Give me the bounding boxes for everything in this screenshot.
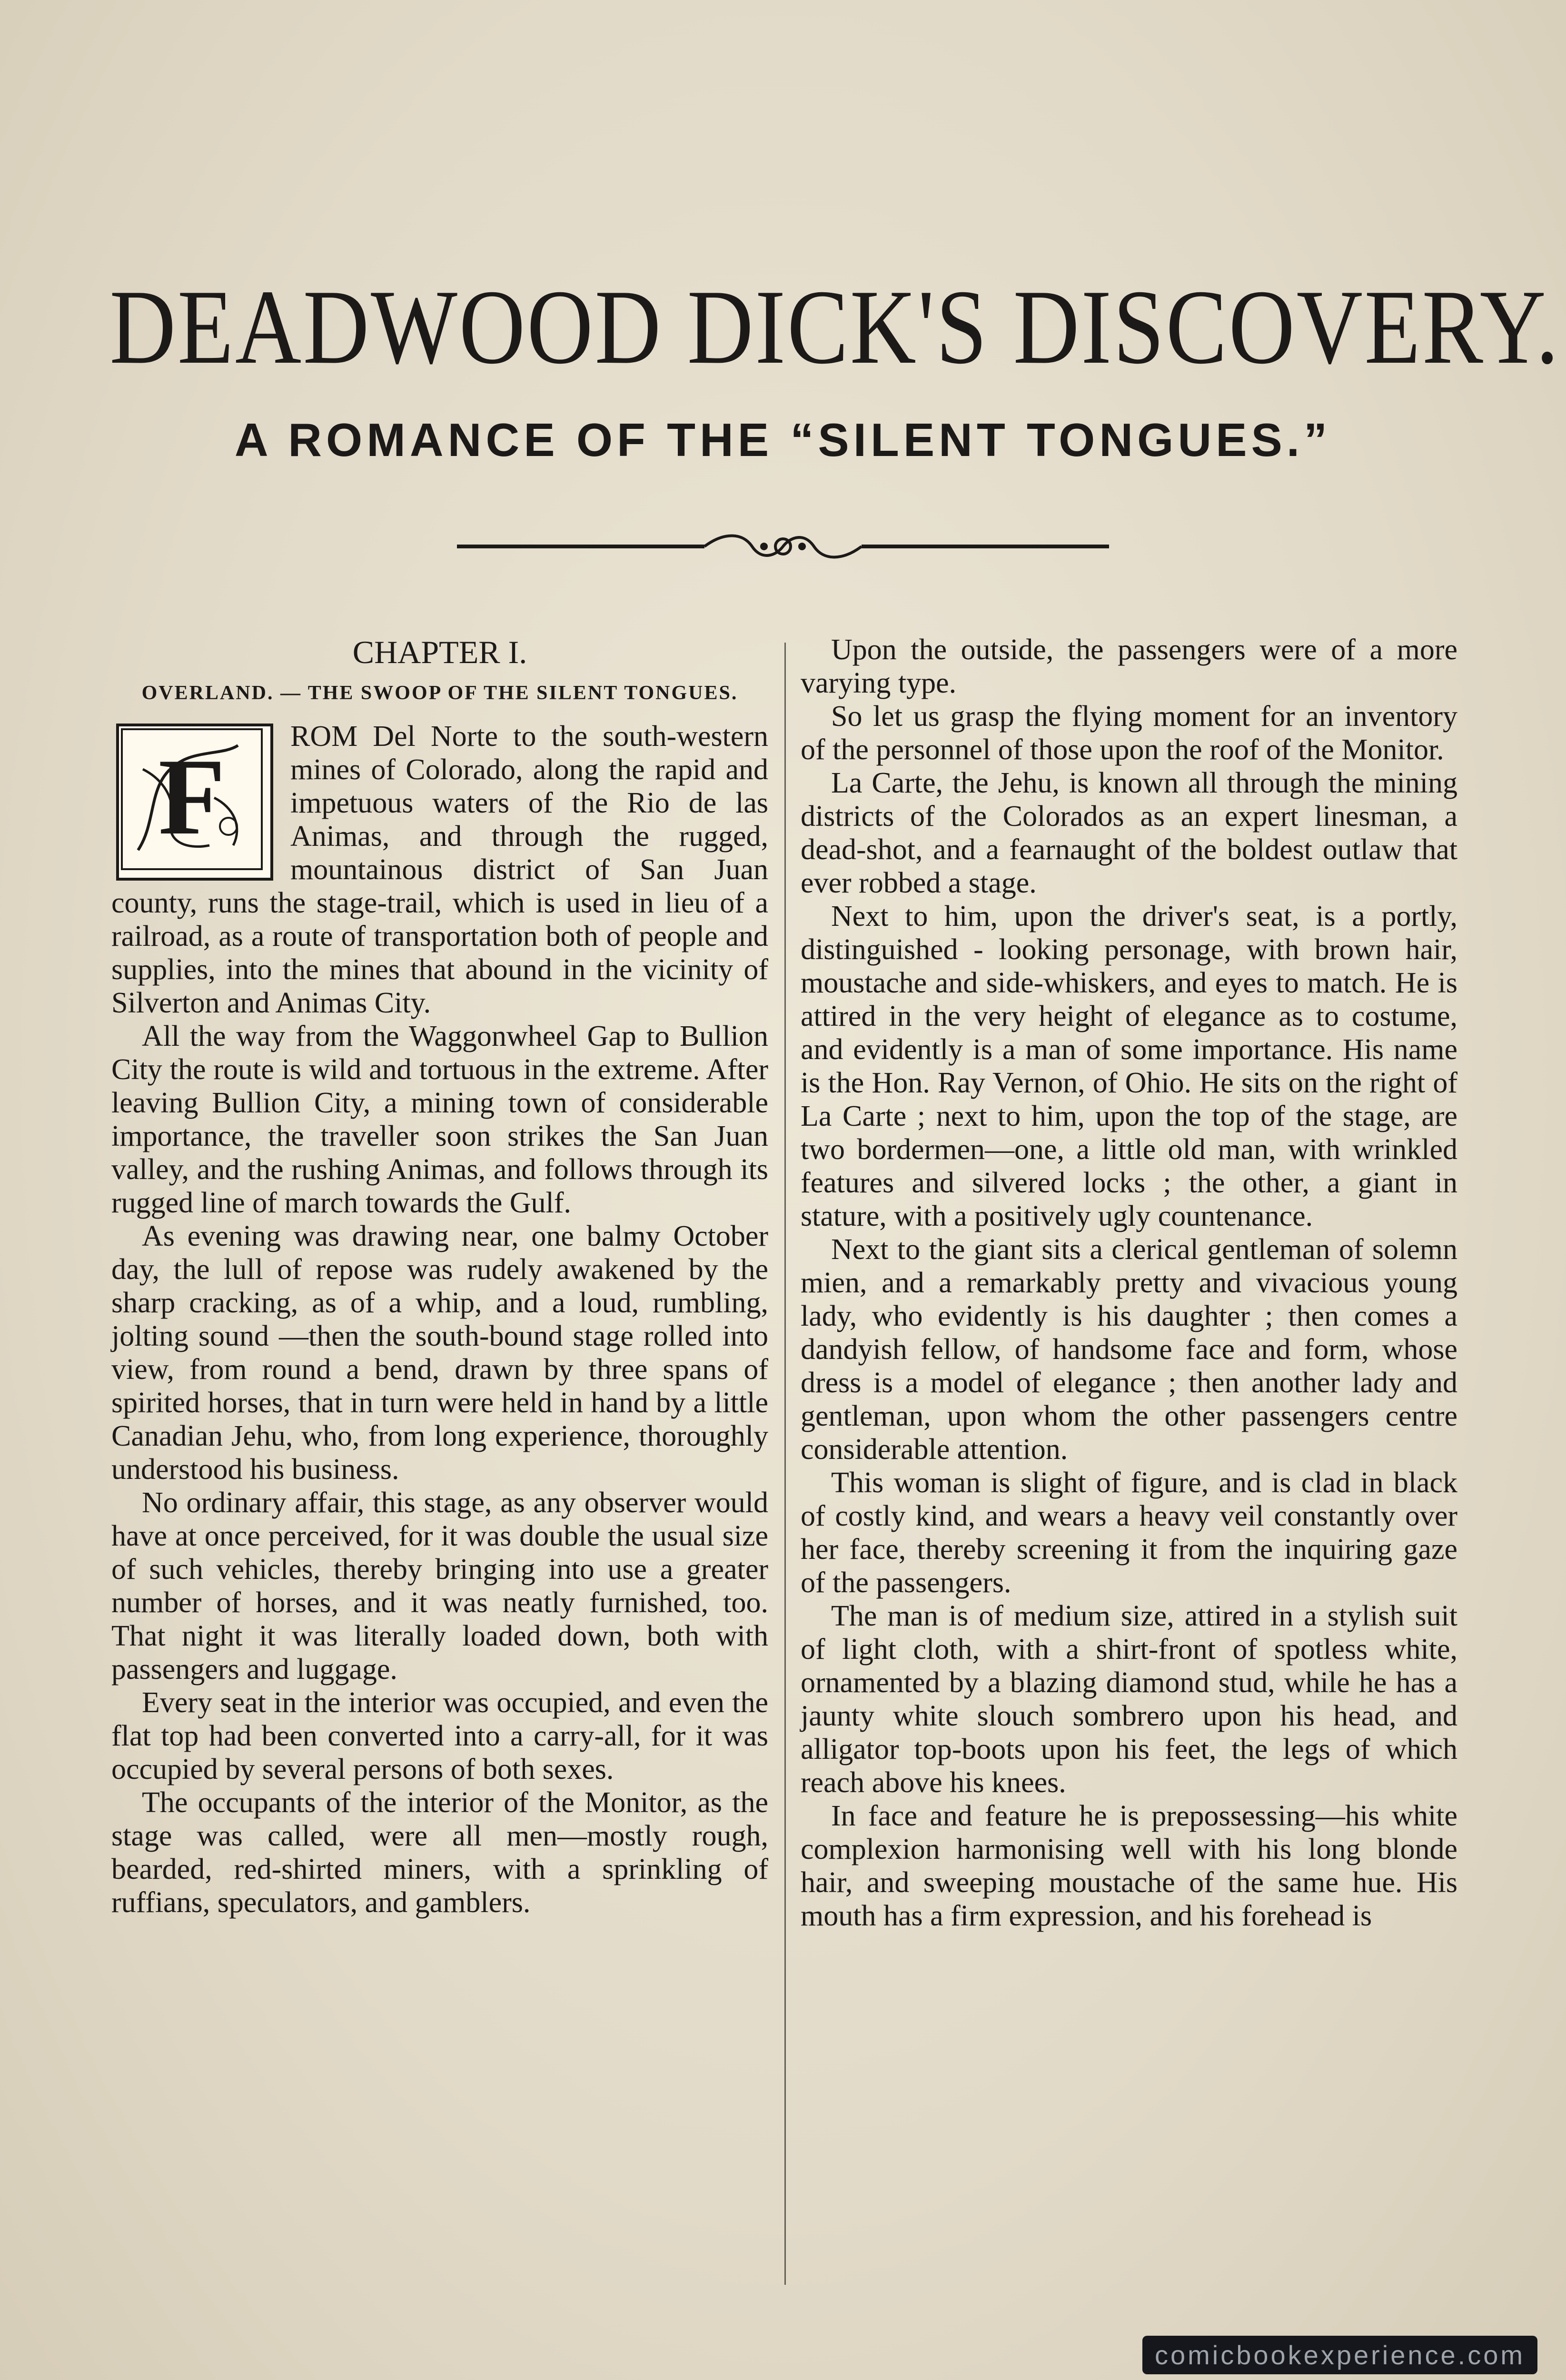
- chapter-heading: CHAPTER I.: [352, 634, 527, 670]
- paragraph: The occupants of the interior of the Monitor, as the stage was called, were all men—mostly rough, bearded, red-shirted miners, with a sprinkling of ruffians, speculators, and gamblers.: [111, 1786, 768, 1919]
- paragraph: Next to him, upon the driver's seat, is a portly, distinguished - looking personage, with brown hair, moustache and side-whiskers, and eyes to match. He is attired in the very height of elegance as to costume, and evidently is a man of some importance. His name is the Hon. Ray Vernon, of Ohio. He sits on the right of La Carte ; next to him, upon the top of the stage, are two bordermen—one, a little old man, with wrinkled features and silvered locks ; the other, a giant in stature, with a positively ugly countenance.: [801, 900, 1457, 1232]
- dropcap-initial: [116, 724, 273, 881]
- left-column: [111, 633, 768, 1919]
- paragraph: La Carte, the Jehu, is known all through the mining districts of the Colorados as an expert linesman, a dead-shot, and a fearnaught of the boldest outlaw that ever robbed a stage.: [801, 767, 1457, 899]
- paragraph: Next to the giant sits a clerical gentleman of solemn mien, and a remarkably pretty and vivacious young lady, who evidently is his daughter ; then comes a dandyish fellow, of handsome face and form, whose dress is a model of elegance ; then another lady and gentleman, upon whom the other passengers centre considerable attention.: [801, 1233, 1457, 1466]
- svg-text:F: F: [158, 736, 226, 857]
- paragraph: No ordinary affair, this stage, as any observer would have at once perceived, for it was double the usual size of such vehicles, thereby bringing into use a greater number of horses, and it was neatly furnished, too. That night it was literally loaded down, both with passengers and luggage.: [111, 1487, 768, 1686]
- paragraph: Upon the outside, the passengers were of a more varying type.: [801, 634, 1457, 699]
- ornament-divider: [457, 527, 1109, 565]
- story-subtitle: A ROMANCE OF THE “SILENT TONGUES.”: [234, 414, 1332, 466]
- paragraph: In face and feature he is prepossessing—his white complexion harmonising well with his long blonde hair, and sweeping moustache of the same hue. His mouth has a firm expression, and his forehead is: [801, 1800, 1457, 1932]
- paragraph: Every seat in the interior was occupied, and even the flat top had been converted into a carry-all, for it was occupied by several persons of both sexes.: [111, 1686, 768, 1785]
- story-title: DEADWOOD DICK'S DISCOVERY.: [109, 268, 1561, 386]
- paragraph: So let us grasp the flying moment for an inventory of the personnel of those upon the roof of the Monitor.: [801, 700, 1457, 766]
- chapter-summary: OVERLAND. — THE SWOOP OF THE SILENT TONGUES.: [141, 682, 738, 704]
- paragraph: The man is of medium size, attired in a stylish suit of light cloth, with a shirt-front of spotless white, ornamented by a blazing diamond stud, while he has a jaunty white slouch sombrero upon his head, and alligator top-boots upon his feet, the legs of which reach above his knees.: [801, 1600, 1457, 1799]
- paragraph: As evening was drawing near, one balmy October day, the lull of repose was rudely awakened by the sharp cracking, as of a whip, and a loud, rumbling, jolting sound —then the south-bound stage rolled into view, from round a bend, drawn by three spans of spirited horses, that in turn were held in hand by a little Canadian Jehu, who, from long experience, thoroughly understood his business.: [111, 1220, 768, 1486]
- dropcap-ornament: [119, 726, 265, 872]
- watermark-label: comicbookexperience.com: [1142, 2336, 1537, 2374]
- right-column: [801, 633, 1457, 1933]
- column-divider: [784, 643, 786, 2285]
- paragraph: All the way from the Waggonwheel Gap to Bullion City the route is wild and tortuous in the extreme. After leaving Bullion City, a mining town of considerable importance, the traveller soon strikes the San Juan valley, and the rushing Animas, and follows through its rugged line of march towards the Gulf.: [111, 1020, 768, 1219]
- paragraph: ROM Del Norte to the south-western mines of Colorado, along the rapid and impetuous waters of the Rio de las Animas, and through the rugged, mountainous district of San Juan county, runs the stage-trail, which is used in lieu of a railroad, as a route of transportation both of people and supplies, into the mines that abound in the vicinity of Silverton and Animas City.: [111, 720, 768, 1019]
- paragraph: This woman is slight of figure, and is clad in black of costly kind, and wears a heavy veil constantly over her face, thereby screening it from the inquiring gaze of the passengers.: [801, 1467, 1457, 1599]
